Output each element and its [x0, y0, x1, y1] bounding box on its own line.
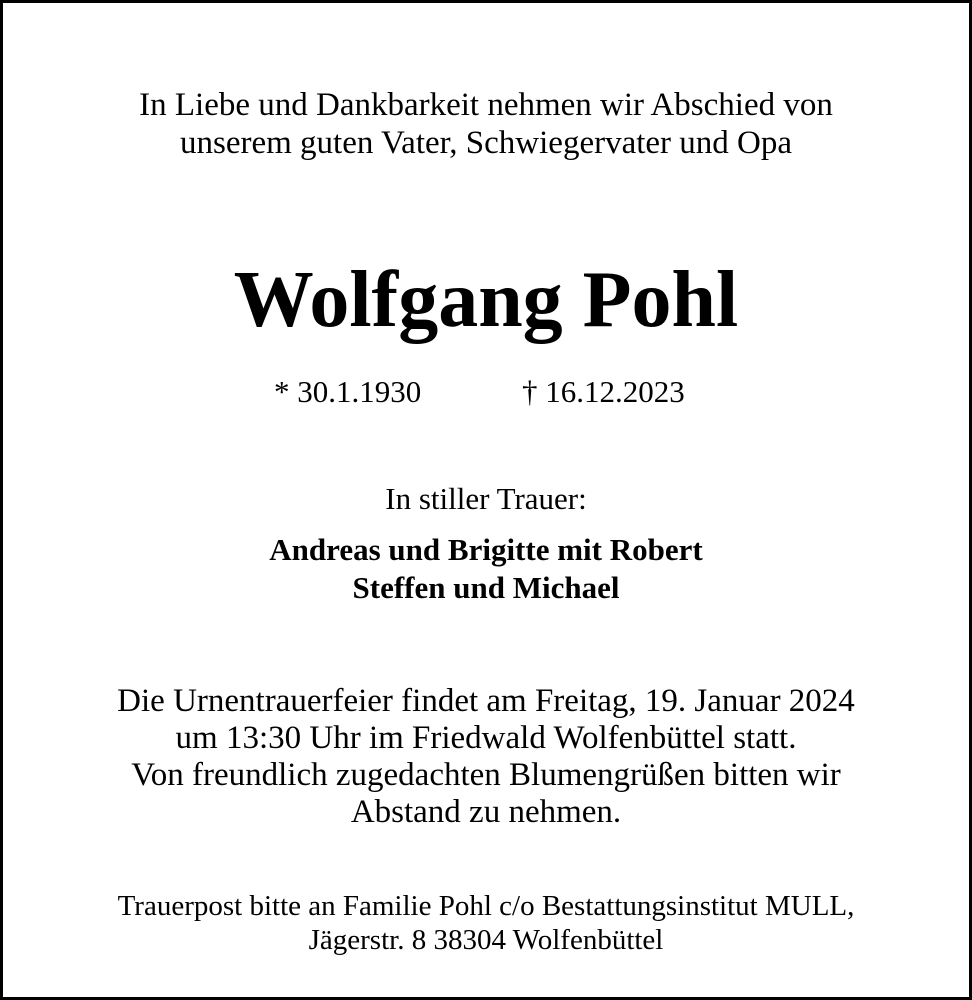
- mourners-line-1: Andreas und Brigitte mit Robert: [269, 532, 703, 567]
- birth-date: * 30.1.1930: [274, 374, 422, 409]
- deceased-name: Wolfgang Pohl: [233, 256, 739, 344]
- ceremony-line-3: Von freundlich zugedachten Blumengrüßen bitten wir: [131, 757, 841, 793]
- mourning-label: In stiller Trauer:: [385, 481, 587, 516]
- ceremony-line-2: um 13:30 Uhr im Friedwald Wolfenbüttel statt.: [175, 720, 797, 756]
- death-date: † 16.12.2023: [522, 374, 685, 409]
- mourners-list: [0, 531, 972, 607]
- ceremony-line-4: Abstand zu nehmen.: [350, 794, 622, 830]
- intro-line-1: In Liebe und Dankbarkeit nehmen wir Abschied von: [139, 87, 833, 123]
- ceremony-line-1: Die Urnentrauerfeier findet am Freitag, 19. Januar 2024: [117, 683, 855, 719]
- mail-line-2: Jägerstr. 8 38304 Wolfenbüttel: [308, 924, 664, 956]
- mail-line-1: Trauerpost bitte an Familie Pohl c/o Bestattungsinstitut MULL,: [117, 890, 855, 922]
- life-dates: [0, 372, 972, 412]
- intro-text: [0, 86, 972, 162]
- intro-line-2: unserem guten Vater, Schwiegervater und Opa: [179, 125, 793, 161]
- ceremony-notice: [0, 683, 972, 831]
- condolence-mail-address: [0, 889, 972, 957]
- mourners-line-2: Steffen und Michael: [352, 570, 620, 605]
